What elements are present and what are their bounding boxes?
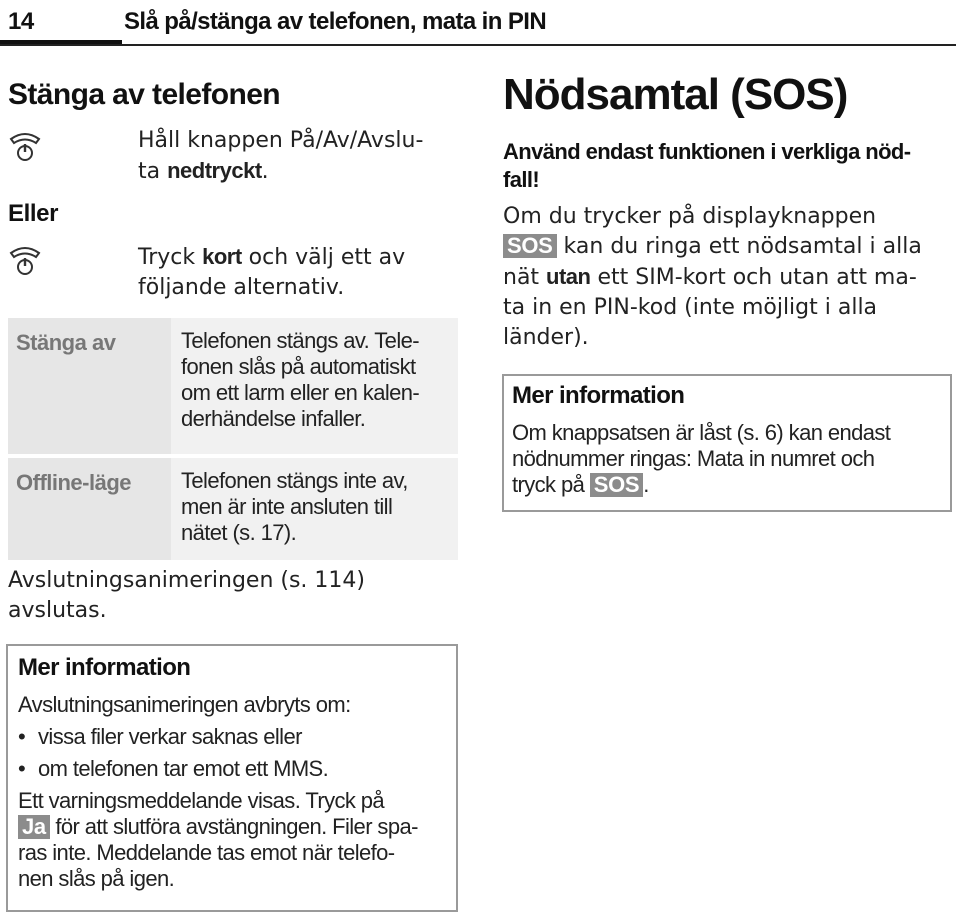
step-short-press: Tryck kort och välj ett av följande alternativ. <box>138 244 406 300</box>
options-table <box>8 318 458 560</box>
header-rule <box>0 44 956 46</box>
info-title: Mer information <box>18 654 191 681</box>
option-description: Telefonen stängs av. Tele- fonen slås på automatiskt om ett larm eller en kalen- derhändelse infaller. <box>171 318 458 454</box>
softkey-ja: Ja <box>18 815 50 839</box>
table-row <box>8 318 458 458</box>
info-box-keypad-locked <box>502 374 952 512</box>
sos-warning: Använd endast funktionen i verkliga nöd- fall! <box>503 139 911 192</box>
list-item: • om telefonen tar emot ett MMS. <box>18 756 329 781</box>
softkey-sos: SOS <box>590 473 644 497</box>
section-heading-power-off: Stänga av telefonen <box>8 78 281 111</box>
table-row <box>8 458 458 560</box>
info-body: Om knappsatsen är låst (s. 6) kan endast nödnummer ringas: Mata in numret och tryck på SOS . <box>512 420 891 497</box>
info-body: Avslutningsanimeringen avbryts om: • vissa filer verkar saknas eller • om telefonen tar emot ett MMS. Ett varningsmeddelande visas. Tryck på Ja för att slutföra avstängningen. Filer spa- ras inte. Meddelande tas emot när telefo- nen slås på igen. <box>18 692 446 892</box>
end-call-power-icon <box>8 130 42 164</box>
softkey-sos: SOS <box>503 234 557 258</box>
section-heading-sos: Nödsamtal (SOS) <box>503 70 848 119</box>
option-description: Telefonen stängs inte av, men är inte ansluten till nätet (s. 17). <box>171 458 458 560</box>
chapter-title: Slå på/stänga av telefonen, mata in PIN <box>124 8 547 35</box>
animation-note: Avslutningsanimeringen (s. 114) avslutas. <box>8 568 365 623</box>
sos-body: Om du trycker på displayknappen SOS kan du ringa ett nödsamtal i alla nät utan ett SIM-kort och utan att ma- ta in en PIN-kod (inte möjligt i alla länder). <box>503 204 922 350</box>
option-label: Stänga av <box>8 318 171 454</box>
end-call-power-icon <box>8 244 42 278</box>
or-label: Eller <box>8 200 59 227</box>
info-box-animation <box>6 644 458 912</box>
info-title: Mer information <box>512 382 685 409</box>
list-item: • vissa filer verkar saknas eller <box>18 724 302 749</box>
step-hold-button: Håll knappen På/Av/Avslu- ta nedtryckt. <box>138 128 424 184</box>
option-label: Offline-läge <box>8 458 171 560</box>
page-number: 14 <box>8 8 34 35</box>
